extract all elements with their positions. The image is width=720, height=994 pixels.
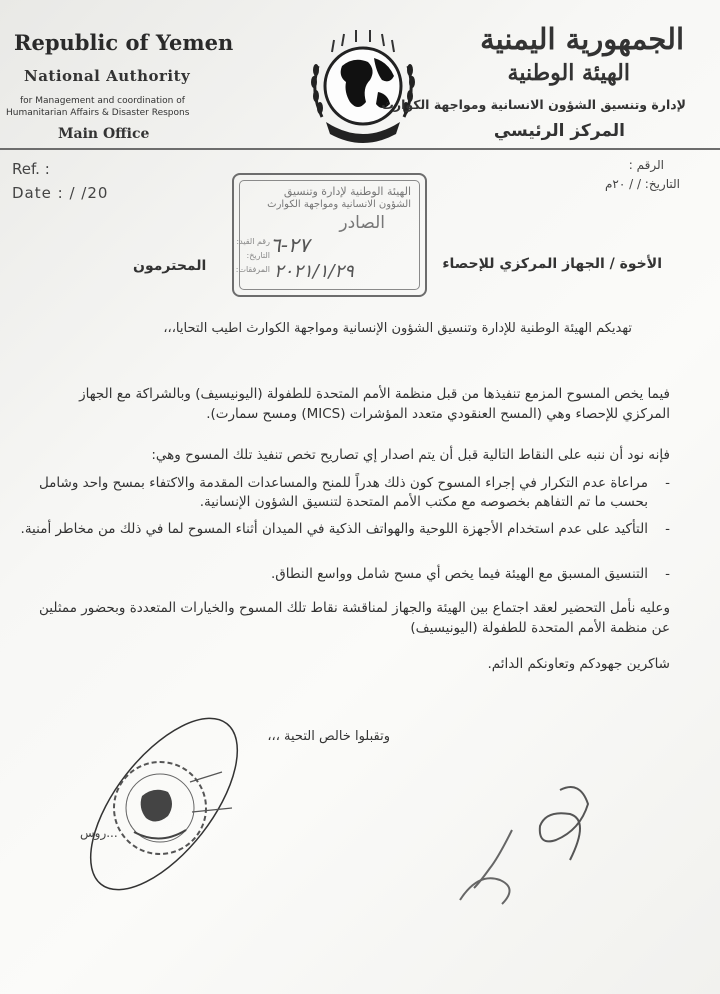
bullet-dash: - bbox=[665, 521, 670, 537]
stamp-field-date: التاريخ: bbox=[246, 251, 270, 260]
list-item bbox=[12, 520, 672, 539]
addressee: الأخوة / الجهاز المركزي للإحصاء bbox=[442, 256, 662, 272]
respected-title: المحترمون bbox=[133, 258, 207, 274]
header-divider bbox=[0, 148, 720, 150]
header-office-ar: المركز الرئيسي bbox=[493, 121, 625, 141]
signatory-name: ...روس bbox=[80, 826, 118, 840]
bullet-dash: - bbox=[665, 475, 670, 491]
ref-label: Ref. : bbox=[12, 160, 50, 178]
stamp-handwritten-date: ٢٠٢١/١/٢٩ bbox=[274, 261, 354, 282]
header-country-en: Republic of Yemen bbox=[14, 30, 234, 55]
header-subtitle-en-2: Humanitarian Affairs & Disaster Respons bbox=[6, 108, 190, 118]
header-subtitle-en-1: for Management and coordination of bbox=[20, 96, 185, 106]
signature-icon bbox=[420, 770, 620, 910]
paragraph-points-intro: فإنه نود أن ننبه على النقاط التالية قبل أن يتم اصدار إي تصاريح تخص تنفيذ تلك المسوح وهي: bbox=[151, 447, 670, 463]
list-item bbox=[12, 565, 672, 584]
stamp-line-2: الشؤون الانسانية ومواجهة الكوارث bbox=[267, 199, 411, 210]
list-item bbox=[12, 474, 672, 512]
paragraph-meeting-request: وعليه نأمل التحضير لعقد اجتماع بين الهيئة والجهاز لمناقشة نقاط تلك المسوح والخيارات المتعددة وبحضور ممثلين عن منظمة الأمم المتحدة للطفولة (اليونيسيف) bbox=[39, 600, 670, 636]
ref-label-ar: الرقم : bbox=[628, 158, 664, 172]
stamp-handwritten-number: ٢٧-٦ bbox=[270, 233, 310, 257]
bullet-dash: - bbox=[665, 566, 670, 582]
bullet-text: مراعاة عدم التكرار في إجراء المسوح كون ذلك هدراً للمنح والمساعدات المقدمة والاكتفاء بمسح واحد وشامل بحسب ما تم التفاهم بخصوصه مع مكتب الأمم المتحدة لتنسيق الشؤون الإنسانية. bbox=[38, 475, 648, 510]
stamp-line-1: الهيئة الوطنية لإدارة وتنسيق bbox=[283, 185, 411, 198]
stamp-field-attachments: المرفقات: bbox=[235, 265, 270, 274]
header-subtitle-ar: لإدارة وتنسيق الشؤون الانسانية ومواجهة الكوارث bbox=[381, 97, 686, 112]
bullet-text: التنسيق المسبق مع الهيئة فيما يخص أي مسح شامل وواسع النطاق. bbox=[270, 566, 648, 582]
greeting-line: تهديكم الهيئة الوطنية للإدارة وتنسيق الشؤون الإنسانية ومواجهة الكوارث اطيب التحايا،،، bbox=[163, 321, 632, 336]
authority-logo-icon bbox=[304, 22, 422, 146]
stamp-field-number: رقم القيد: bbox=[236, 237, 270, 246]
header-authority-en: National Authority bbox=[24, 67, 191, 85]
outgoing-registration-stamp bbox=[232, 173, 427, 297]
date-label: Date : / /20 bbox=[12, 184, 109, 202]
paragraph-thanks: شاكرين جهودكم وتعاونكم الدائم. bbox=[487, 656, 670, 672]
date-label-ar: التاريخ: / / ٢٠م bbox=[604, 177, 680, 191]
bullet-text: التأكيد على عدم استخدام الأجهزة اللوحية والهواتف الذكية في الميدان أثناء المسوح لما في ذلك من مخاطر أمنية. bbox=[20, 521, 648, 537]
stamp-line-3: الصادر bbox=[339, 213, 385, 233]
header-office-en: Main Office bbox=[58, 126, 150, 142]
official-seal-icon bbox=[72, 712, 250, 897]
header-country-ar: الجمهورية اليمنية bbox=[480, 22, 684, 56]
header-authority-ar: الهيئة الوطنية bbox=[507, 60, 630, 86]
paragraph-surveys: فيما يخص المسوح المزمع تنفيذها من قبل منظمة الأمم المتحدة للطفولة (اليونيسيف) وبالشراكة مع الجهاز المركزي للإحصاء وهي (المسح العنقودي متعدد المؤشرات (MICS) ومسح سمارت). bbox=[79, 386, 670, 422]
closing-line: وتقبلوا خالص التحية ،،، bbox=[267, 729, 390, 744]
